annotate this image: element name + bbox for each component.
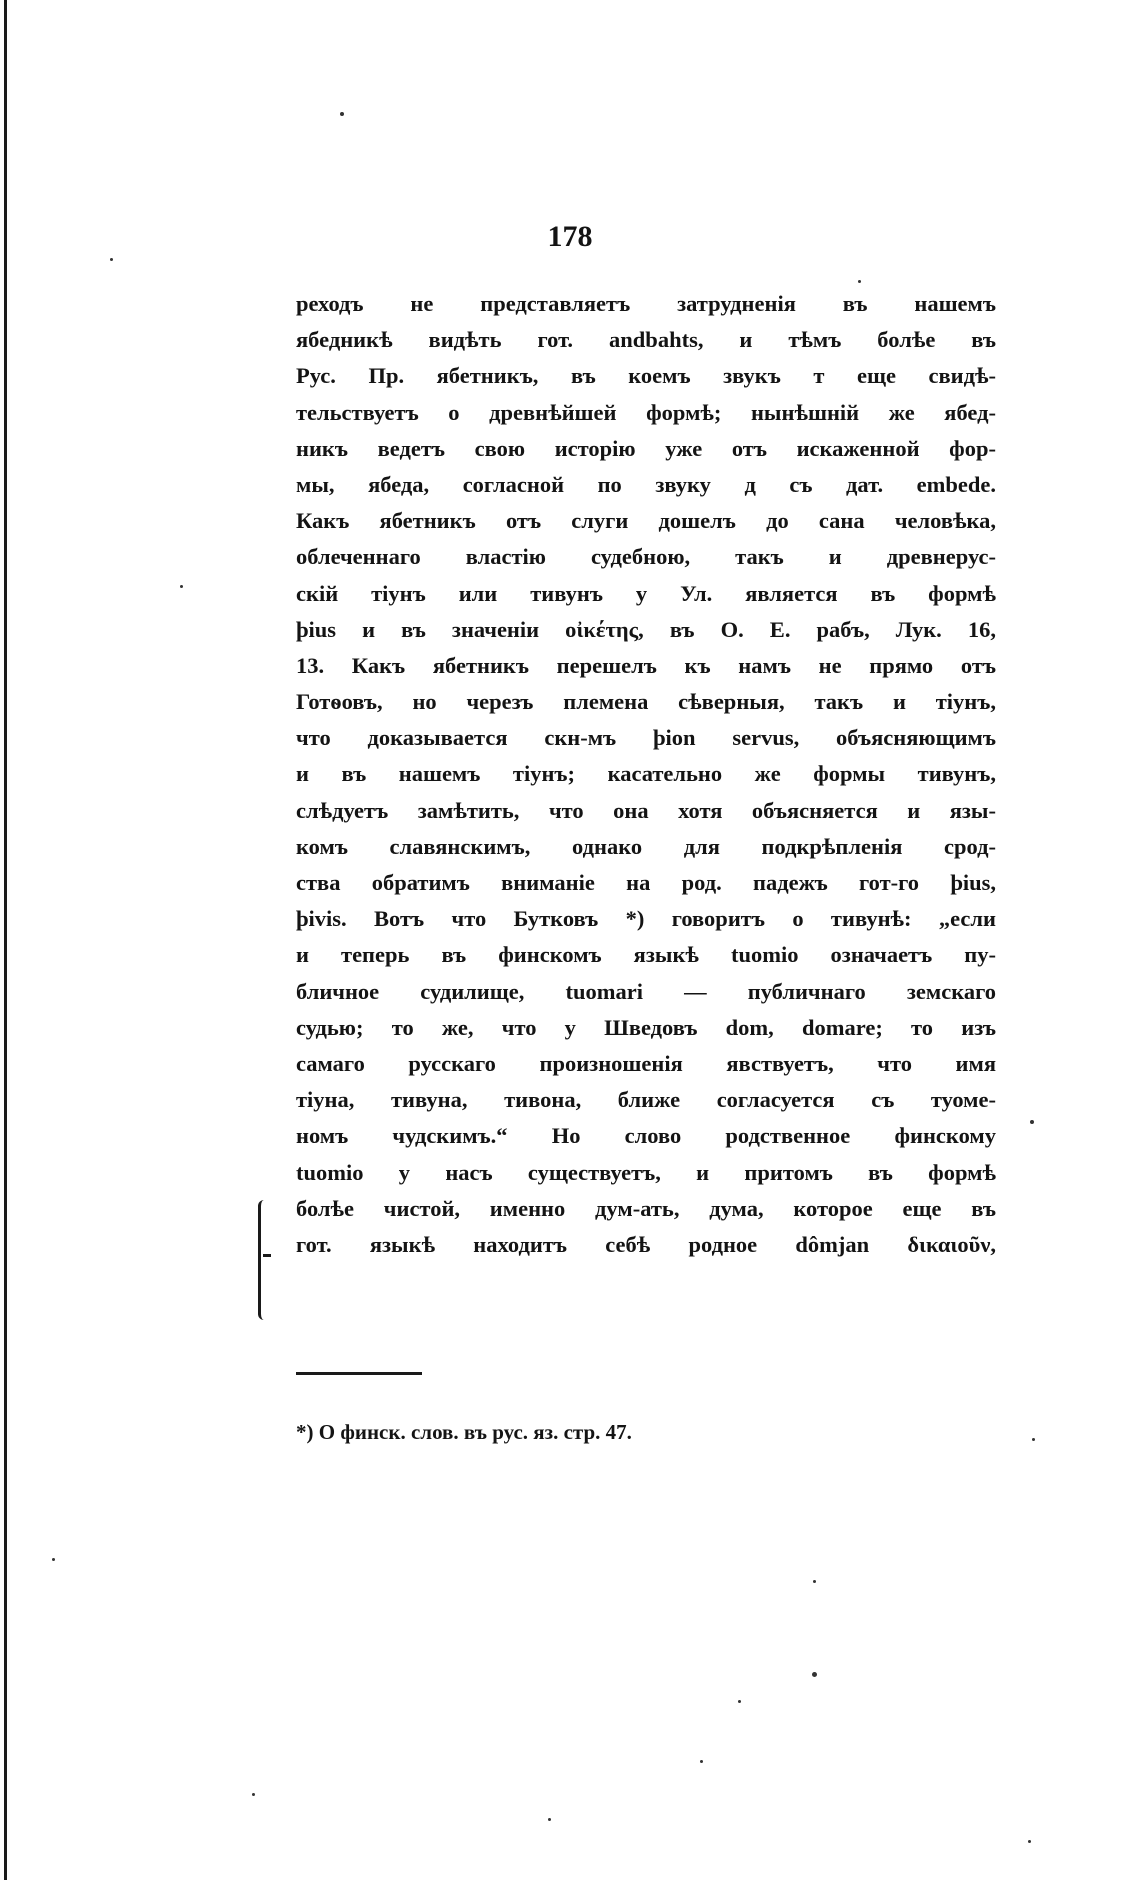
scan-speck <box>813 1580 816 1583</box>
text-line: скій тіунъ или тивунъ у Ул. является въ формѣ <box>296 580 996 606</box>
scan-speck <box>180 585 183 588</box>
scan-speck <box>1032 1438 1035 1441</box>
text-line: бличное судилище, tuomari — публичнаго земскаго <box>296 978 996 1004</box>
text-line: слѣдуетъ замѣтить, что она хотя объясняется и язы- <box>296 797 996 823</box>
scan-speck <box>700 1760 703 1763</box>
page-number: 178 <box>547 220 593 253</box>
text-line: гот. языкѣ находитъ себѣ родное dômjan δικαιοῦν, <box>296 1231 996 1257</box>
page-edge-rule <box>4 0 7 1880</box>
text-line: þius и въ значеніи οἰκέτης, въ О. Е. рабъ, Лук. 16, <box>296 616 996 642</box>
text-line: ства обратимъ вниманіе на род. падежъ гот-го þius, <box>296 870 996 895</box>
footnote: *) О финск. слов. въ рус. яз. стр. 47. <box>296 1420 632 1444</box>
body-text <box>296 286 996 1263</box>
scan-speck <box>52 1558 55 1561</box>
text-line: тельствуетъ о древнѣйшей формѣ; нынѣшній же ябед- <box>296 399 996 425</box>
text-line: Рус. Пр. ябетникъ, въ коемъ звукъ т еще свидѣ- <box>296 363 996 389</box>
text-line: болѣе чистой, именно дум-ать, дума, которое еще въ <box>296 1195 996 1221</box>
footnote-rule <box>296 1372 422 1375</box>
text-line: и въ нашемъ тіунъ; касательно же формы тивунъ, <box>296 761 996 787</box>
text-line: Какъ ябетникъ отъ слуги дошелъ до сана человѣка, <box>296 508 996 534</box>
text-line: 13. Какъ ябетникъ перешелъ къ намъ не прямо отъ <box>296 652 996 678</box>
text-line: tuomio у насъ существуетъ, и притомъ въ формѣ <box>296 1159 996 1185</box>
text-line: комъ славянскимъ, однако для подкрѣпленія срод- <box>296 833 996 859</box>
text-line: судью; то же, что у Шведовъ dom, domare; то изъ <box>296 1014 996 1040</box>
scan-speck <box>252 1793 255 1796</box>
text-line: þivis. Вотъ что Бутковъ *) говоритъ о тивунѣ: „если <box>296 906 996 932</box>
text-line: тіуна, тивуна, тивона, ближе согласуется съ туоме- <box>296 1087 996 1113</box>
scan-speck <box>1028 1840 1031 1843</box>
text-line: мы, ябеда, согласной по звуку д съ дат. embede. <box>296 471 996 497</box>
scan-speck <box>812 1672 817 1677</box>
text-line: номъ чудскимъ.“ Но слово родственное финскому <box>296 1123 996 1149</box>
text-line: ябедникѣ видѣть гот. andbahts, и тѣмъ болѣе въ <box>296 327 996 353</box>
text-line: самаго русскаго произношенія явствуетъ, что имя <box>296 1050 996 1076</box>
scan-speck <box>738 1700 741 1703</box>
margin-bracket <box>258 1200 271 1320</box>
scan-speck <box>1030 1120 1034 1124</box>
scan-speck <box>858 280 861 283</box>
scan-speck <box>548 1818 551 1821</box>
text-line: и теперь въ финскомъ языкѣ tuomio означаетъ пу- <box>296 942 996 968</box>
text-line: облеченнаго властію судебною, такъ и древнерус- <box>296 544 996 570</box>
text-line: никъ ведетъ свою исторію уже отъ искаженной фор- <box>296 435 996 461</box>
text-line: реходъ не представляетъ затрудненія въ нашемъ <box>296 291 996 316</box>
text-line: Готѳовъ, но черезъ племена сѣверныя, такъ и тіунъ, <box>296 689 996 715</box>
scan-speck <box>340 112 344 116</box>
scan-speck <box>110 258 113 261</box>
text-line: что доказывается скн-мъ þion servus, объясняющимъ <box>296 725 996 751</box>
